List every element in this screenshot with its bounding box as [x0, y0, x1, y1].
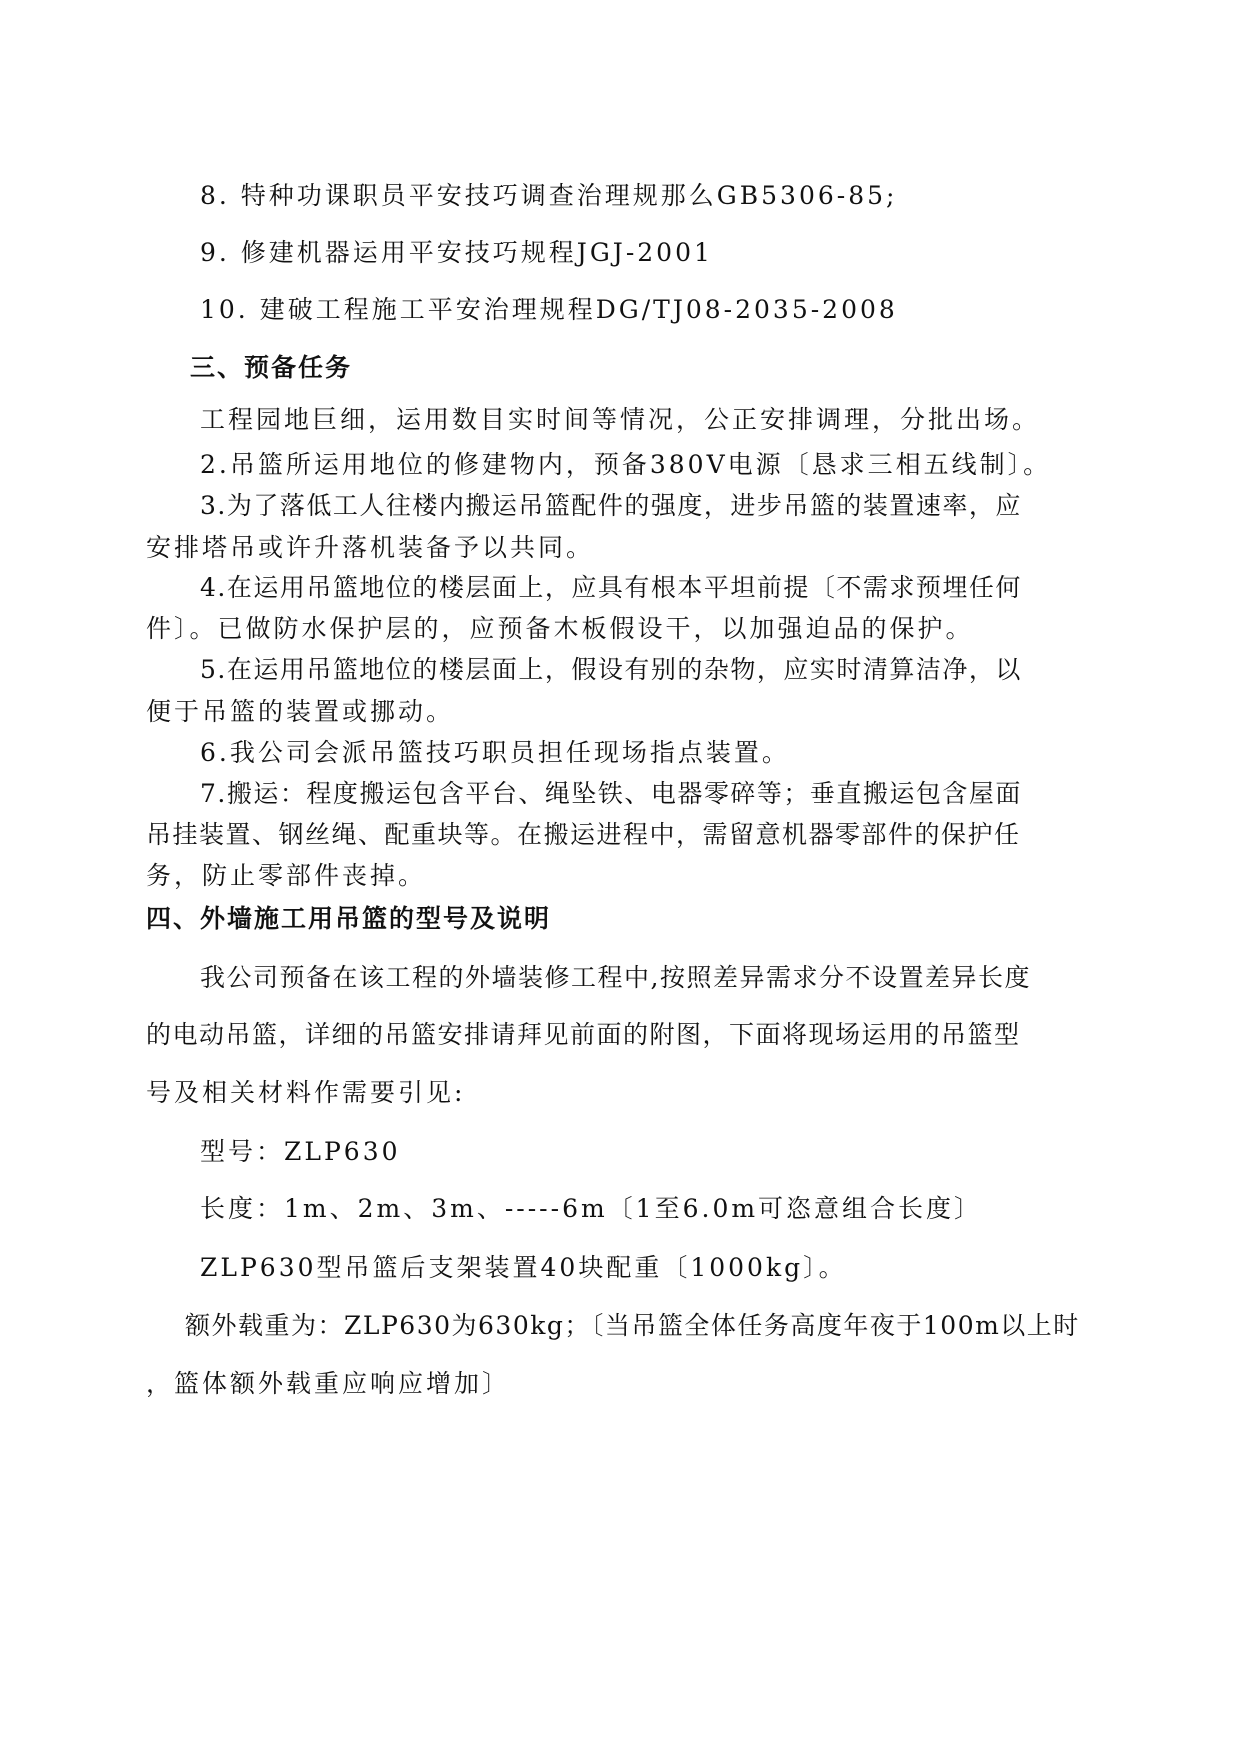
section-heading-gondola-model: 四、外墙施工用吊篮的型号及说明 [146, 904, 552, 933]
section-heading-preparation: 三、预备任务 [190, 353, 353, 382]
body-paragraph-line: 务，防止零部件丧掉。 [146, 861, 427, 890]
spec-rated-load-continued: ，篮体额外载重应响应增加〕 [146, 1369, 511, 1398]
body-paragraph-line: 件〕。已做防水保护层的，应预备木板假设干，以加强迫品的保护。 [146, 614, 974, 643]
body-paragraph-line: 6.我公司会派吊篮技巧职员担任现场指点装置。 [200, 738, 790, 767]
body-paragraph-line: 工程园地巨细，运用数目实时间等情况，公正安排调理，分批出场。 [200, 405, 1041, 434]
spec-counterweight: ZLP630型吊篮后支架装置40块配重〔1000kg〕。 [200, 1253, 847, 1282]
body-paragraph-line: 便于吊篮的装置或挪动。 [146, 697, 455, 726]
body-paragraph-line: 3.为了落低工人往楼内搬运吊篮配件的强度，进步吊篮的装置速率，应 [200, 491, 1022, 520]
body-paragraph-line: 安排塔吊或许升落机装备予以共同。 [146, 533, 595, 562]
body-paragraph-line: 号及相关材料作需要引见: [146, 1078, 466, 1107]
body-paragraph-line: 2.吊篮所运用地位的修建物内，预备380V电源〔恳求三相五线制〕。 [200, 450, 1052, 479]
spec-model: 型号：ZLP630 [200, 1137, 401, 1166]
body-paragraph-line: 我公司预备在该工程的外墙装修工程中,按照差异需求分不设置差异长度 [200, 963, 1031, 992]
reference-item-9: 9. 修建机器运用平安技巧规程JGJ-2001 [200, 238, 713, 267]
body-paragraph-line: 7.搬运：程度搬运包含平台、绳坠铁、电器零碎等；垂直搬运包含屋面 [200, 779, 1022, 808]
body-paragraph-line: 5.在运用吊篮地位的楼层面上，假设有别的杂物，应实时清算洁净，以 [200, 655, 1022, 684]
spec-length: 长度：1m、2m、3m、-----6m〔1至6.0m可恣意组合长度〕 [200, 1194, 983, 1223]
spec-rated-load: 额外载重为：ZLP630为630kg；〔当吊篮全体任务高度年夜于100m以上时 [185, 1311, 1080, 1340]
body-paragraph-line: 4.在运用吊篮地位的楼层面上，应具有根本平坦前提〔不需求预埋任何 [200, 573, 1022, 602]
reference-item-10: 10. 建破工程施工平安治理规程DG/TJ08-2035-2008 [200, 295, 898, 324]
reference-item-8: 8. 特种功课职员平安技巧调查治理规那么GB5306-85; [200, 181, 898, 210]
body-paragraph-line: 的电动吊篮，详细的吊篮安排请拜见前面的附图，下面将现场运用的吊篮型 [146, 1020, 1021, 1049]
body-paragraph-line: 吊挂装置、钢丝绳、配重块等。在搬运进程中，需留意机器零部件的保护任 [146, 820, 1021, 849]
